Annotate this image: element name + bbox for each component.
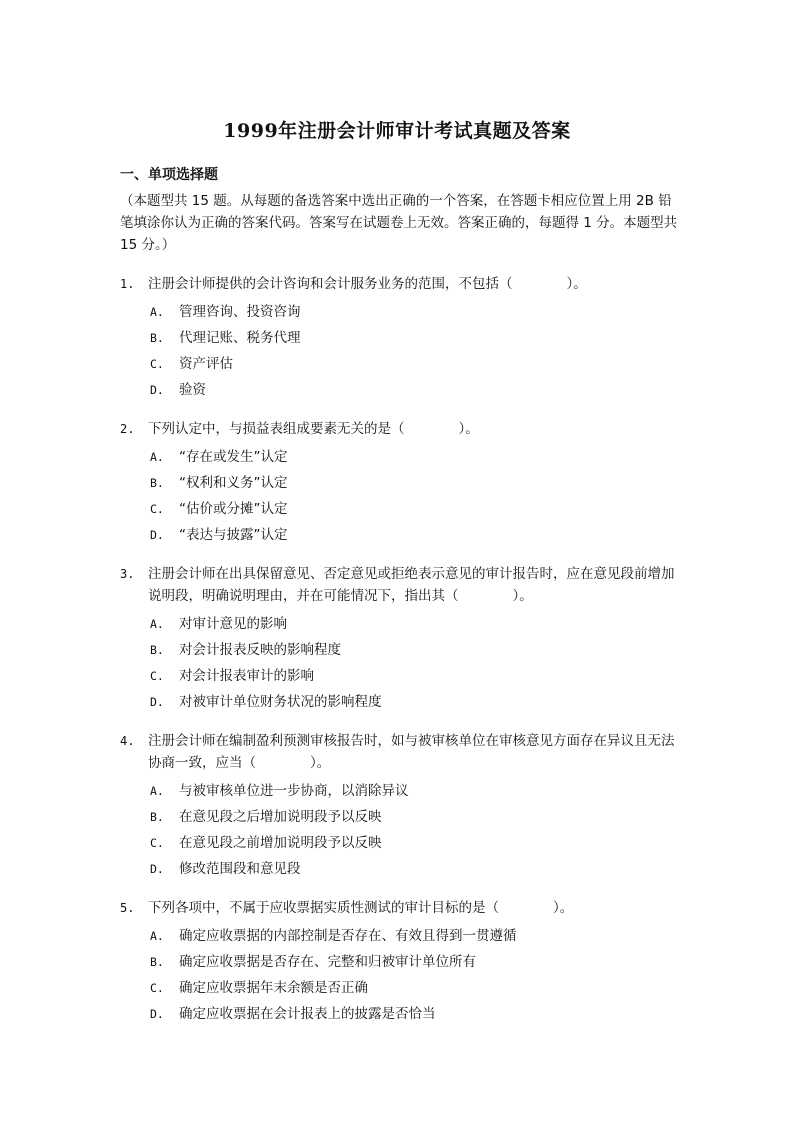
option-list [120, 444, 680, 548]
option-text: “存在或发生”认定 [179, 449, 288, 465]
option-list [120, 778, 680, 882]
option-c [120, 663, 680, 689]
question-stem [120, 730, 680, 774]
option-text: 确定应收票据在会计报表上的披露是否恰当 [179, 1006, 436, 1022]
option-letter: B. [150, 955, 164, 969]
option-b [120, 949, 680, 975]
option-letter: A. [150, 784, 164, 798]
option-c [120, 975, 680, 1001]
option-letter: D. [150, 695, 164, 709]
option-a [120, 778, 680, 804]
question-3 [120, 563, 680, 715]
section-instructions: （本题型共 15 题。从每题的备选答案中选出正确的一个答案，在答题卡相应位置上用 2B 铅笔填涂你认为正确的答案代码。答案写在试题卷上无效。答案正确的，每题得 1 分。本题型共 15 分。） [120, 193, 678, 253]
option-text: 对被审计单位财务状况的影响程度 [179, 694, 382, 710]
option-letter: C. [150, 357, 164, 371]
option-text: 对审计意见的影响 [179, 616, 287, 632]
question-number: 4. [120, 734, 135, 748]
option-letter: B. [150, 476, 164, 490]
option-letter: D. [150, 862, 164, 876]
question-number: 3. [120, 567, 135, 581]
option-letter: D. [150, 528, 164, 542]
option-letter: A. [150, 929, 164, 943]
option-text: 在意见段之前增加说明段予以反映 [179, 835, 382, 851]
question-4 [120, 730, 680, 882]
option-text: 与被审核单位进一步协商，以消除异议 [179, 783, 409, 799]
question-number: 1. [120, 277, 135, 291]
question-stem [120, 418, 680, 440]
option-list [120, 611, 680, 715]
option-letter: B. [150, 643, 164, 657]
option-text: 确定应收票据的内部控制是否存在、有效且得到一贯遵循 [179, 928, 517, 944]
question-stem [120, 273, 680, 295]
option-letter: A. [150, 305, 164, 319]
question-5 [120, 897, 680, 1027]
option-text: 资产评估 [179, 356, 233, 372]
option-a [120, 611, 680, 637]
question-text: 下列各项中，不属于应收票据实质性测试的审计目标的是（ ）。 [148, 900, 574, 916]
question-text: 注册会计师提供的会计咨询和会计服务业务的范围，不包括（ ）。 [148, 276, 587, 292]
option-text: 管理咨询、投资咨询 [179, 304, 301, 320]
section-heading: 一、单项选择题 [120, 167, 218, 183]
option-letter: C. [150, 836, 164, 850]
option-d [120, 522, 680, 548]
question-1 [120, 273, 680, 403]
option-letter: C. [150, 981, 164, 995]
option-text: “表达与披露”认定 [179, 527, 288, 543]
option-c [120, 351, 680, 377]
option-letter: A. [150, 450, 164, 464]
option-b [120, 470, 680, 496]
option-letter: D. [150, 383, 164, 397]
option-letter: B. [150, 331, 164, 345]
option-a [120, 299, 680, 325]
question-2 [120, 418, 680, 548]
option-text: 对会计报表反映的影响程度 [179, 642, 341, 658]
option-letter: B. [150, 810, 164, 824]
option-a [120, 923, 680, 949]
question-number: 5. [120, 901, 135, 915]
option-b [120, 804, 680, 830]
option-text: “估价或分摊”认定 [179, 501, 288, 517]
option-letter: C. [150, 502, 164, 516]
question-number: 2. [120, 422, 135, 436]
question-text: 注册会计师在出具保留意见、否定意见或拒绝表示意见的审计报告时，应在意见段前增加说明段，明确说明理由，并在可能情况下，指出其（ ）。 [148, 566, 675, 604]
option-letter: D. [150, 1007, 164, 1021]
option-list [120, 923, 680, 1027]
question-stem [120, 897, 680, 919]
page-title: 1999年注册会计师审计考试真题及答案 [223, 120, 571, 142]
option-text: “权利和义务”认定 [179, 475, 288, 491]
option-text: 代理记账、税务代理 [179, 330, 301, 346]
option-d [120, 1001, 680, 1027]
option-text: 对会计报表审计的影响 [179, 668, 314, 684]
option-b [120, 325, 680, 351]
option-list [120, 299, 680, 403]
option-text: 修改范围段和意见段 [179, 861, 301, 877]
option-text: 确定应收票据年末余额是否正确 [179, 980, 368, 996]
option-text: 确定应收票据是否存在、完整和归被审计单位所有 [179, 954, 476, 970]
option-text: 在意见段之后增加说明段予以反映 [179, 809, 382, 825]
option-letter: C. [150, 669, 164, 683]
question-stem [120, 563, 680, 607]
option-text: 验资 [179, 382, 206, 398]
question-text: 注册会计师在编制盈利预测审核报告时，如与被审核单位在审核意见方面存在异议且无法协商一致，应当（ ）。 [148, 733, 675, 771]
option-d [120, 377, 680, 403]
option-a [120, 444, 680, 470]
option-c [120, 496, 680, 522]
option-d [120, 689, 680, 715]
option-d [120, 856, 680, 882]
option-b [120, 637, 680, 663]
option-c [120, 830, 680, 856]
question-text: 下列认定中，与损益表组成要素无关的是（ ）。 [148, 421, 479, 437]
option-letter: A. [150, 617, 164, 631]
